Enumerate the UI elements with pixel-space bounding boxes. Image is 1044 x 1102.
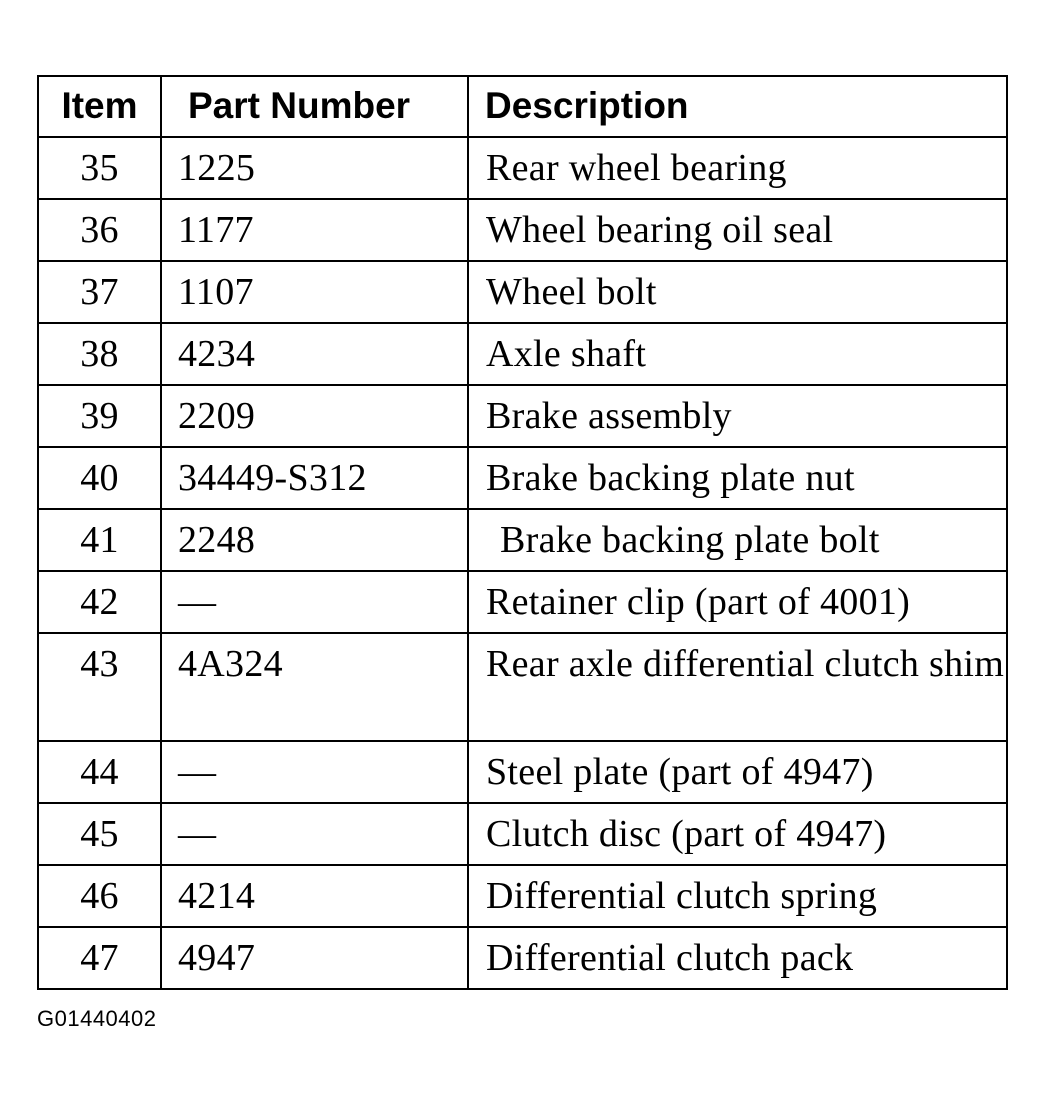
table-row bbox=[38, 741, 1007, 803]
item-number: 38 bbox=[38, 323, 161, 385]
table-row bbox=[38, 571, 1007, 633]
table-row bbox=[38, 927, 1007, 989]
part-number: — bbox=[161, 741, 468, 803]
header-row bbox=[38, 76, 1007, 137]
part-description: Steel plate (part of 4947) bbox=[468, 741, 1007, 803]
part-description: Rear wheel bearing bbox=[468, 137, 1007, 199]
item-number: 35 bbox=[38, 137, 161, 199]
part-description: Wheel bearing oil seal bbox=[468, 199, 1007, 261]
part-description: Brake backing plate nut bbox=[468, 447, 1007, 509]
header-description: Description bbox=[468, 76, 1007, 137]
part-number: 34449-S312 bbox=[161, 447, 468, 509]
table-row bbox=[38, 803, 1007, 865]
table-row bbox=[38, 261, 1007, 323]
table-row bbox=[38, 385, 1007, 447]
part-description: Axle shaft bbox=[468, 323, 1007, 385]
figure-code: G01440402 bbox=[37, 1006, 157, 1031]
part-description: Brake backing plate bolt bbox=[468, 509, 1007, 571]
item-number: 39 bbox=[38, 385, 161, 447]
part-number: 1107 bbox=[161, 261, 468, 323]
part-number: 2209 bbox=[161, 385, 468, 447]
part-number: 1177 bbox=[161, 199, 468, 261]
part-number: — bbox=[161, 571, 468, 633]
table-row bbox=[38, 865, 1007, 927]
item-number: 41 bbox=[38, 509, 161, 571]
item-number: 45 bbox=[38, 803, 161, 865]
table-row bbox=[38, 137, 1007, 199]
item-number: 42 bbox=[38, 571, 161, 633]
part-description: Brake assembly bbox=[468, 385, 1007, 447]
table-row bbox=[38, 323, 1007, 385]
part-number: 4234 bbox=[161, 323, 468, 385]
part-description: Differential clutch spring bbox=[468, 865, 1007, 927]
item-number: 44 bbox=[38, 741, 161, 803]
parts-table bbox=[37, 75, 1008, 990]
header-part-number: Part Number bbox=[161, 76, 468, 137]
part-description: Wheel bolt bbox=[468, 261, 1007, 323]
item-number: 46 bbox=[38, 865, 161, 927]
table-row bbox=[38, 447, 1007, 509]
item-number: 37 bbox=[38, 261, 161, 323]
part-description: Differential clutch pack bbox=[468, 927, 1007, 989]
table-row bbox=[38, 199, 1007, 261]
part-description: Clutch disc (part of 4947) bbox=[468, 803, 1007, 865]
part-number: 4214 bbox=[161, 865, 468, 927]
header-item: Item bbox=[38, 76, 161, 137]
part-number: 2248 bbox=[161, 509, 468, 571]
part-number: 4947 bbox=[161, 927, 468, 989]
item-number: 47 bbox=[38, 927, 161, 989]
item-number: 43 bbox=[38, 633, 161, 741]
table-row bbox=[38, 633, 1007, 741]
table-row bbox=[38, 509, 1007, 571]
item-number: 40 bbox=[38, 447, 161, 509]
part-description: Retainer clip (part of 4001) bbox=[468, 571, 1007, 633]
part-number: 4A324 bbox=[161, 633, 468, 741]
part-number: 1225 bbox=[161, 137, 468, 199]
part-number: — bbox=[161, 803, 468, 865]
part-description: Rear axle differential clutch shim bbox=[468, 633, 1007, 741]
item-number: 36 bbox=[38, 199, 161, 261]
